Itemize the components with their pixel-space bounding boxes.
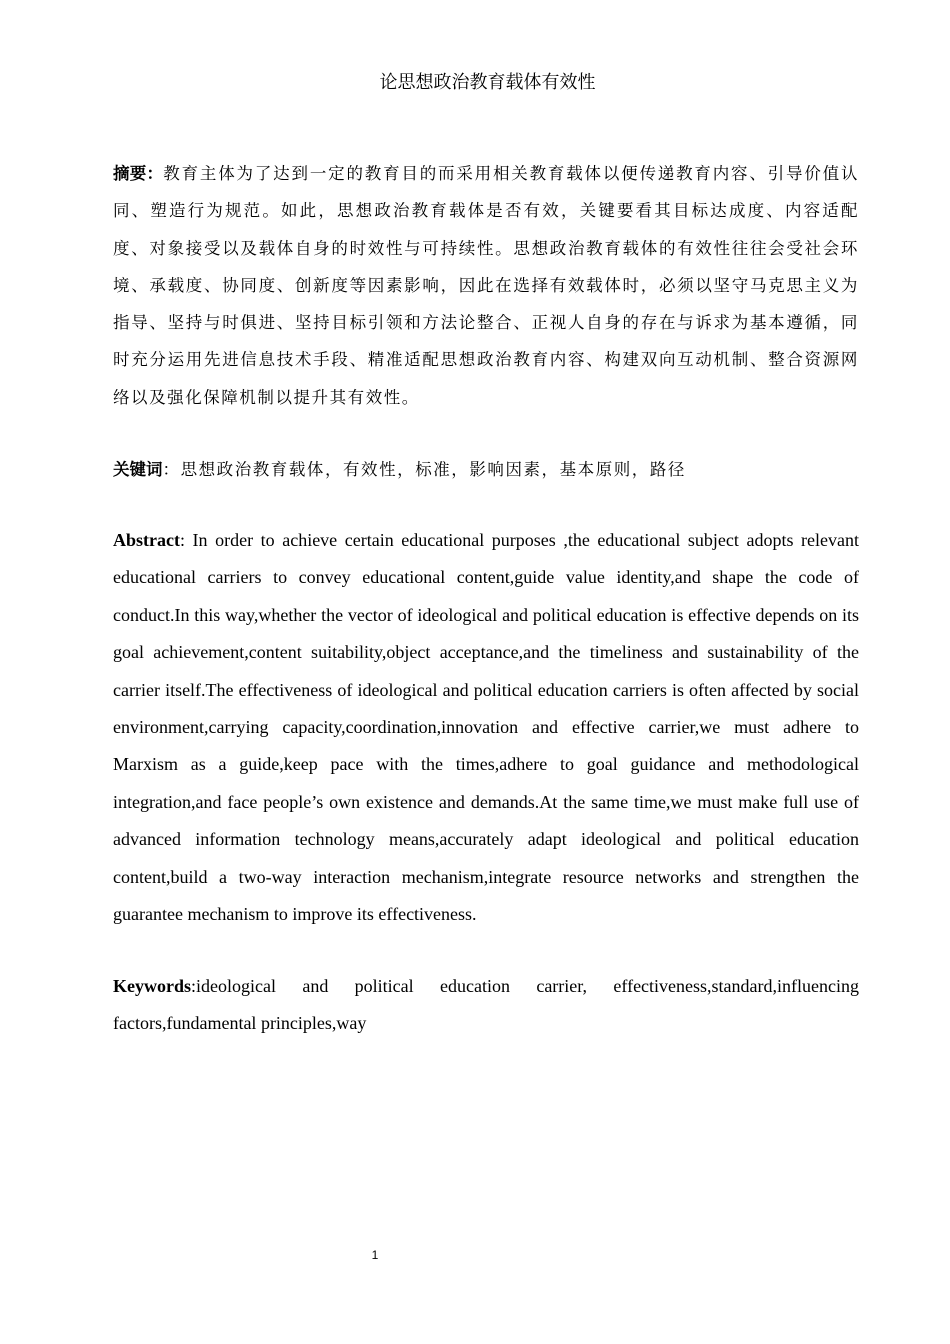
english-keywords-label: Keywords (113, 976, 191, 996)
chinese-keywords-label: 关键词 (113, 460, 163, 479)
chinese-keywords (113, 451, 859, 488)
english-keywords-text: :ideological and political education carrier, effectiveness,standard,influencing factors,fundamental principles,way (113, 976, 859, 1034)
english-abstract (113, 522, 859, 933)
chinese-keywords-text: 思想政治教育载体，有效性，标准，影响因素，基本原则，路径 (180, 460, 686, 479)
chinese-keywords-separator: ： (162, 460, 181, 479)
english-abstract-label: Abstract (113, 530, 180, 550)
english-keywords (113, 968, 859, 1043)
chinese-abstract (113, 155, 859, 416)
english-abstract-text: : In order to achieve certain educational purposes ,the educational subject adopts relevant educational carriers to convey educational content,guide value identity,and shape the code of conduct.In this way,whether the vector of ideological and political education is effective depends on its goal achievement,content suitability,object acceptance,and the timeliness and sustainability of the carrier itself.The effectiveness of ideological and political education carriers is often affected by social environment,carrying capacity,coordination,innovation and effective carrier,we must adhere to Marxism as a guide,keep pace with the times,adhere to goal guidance and methodological integration,and face people’s own existence and demands.At the same time,we must make full use of advanced information technology means,accurately adapt ideological and political education content,build a two-way interaction mechanism,integrate resource networks and strengthen the guarantee mechanism to improve its effectiveness. (113, 530, 859, 925)
chinese-abstract-text: 教育主体为了达到一定的教育目的而采用相关教育载体以便传递教育内容、引导价值认同、塑造行为规范。如此，思想政治教育载体是否有效，关键要看其目标达成度、内容适配度、对象接受以及载体自身的时效性与可持续性。思想政治教育载体的有效性往往会受社会环境、承载度、协同度、创新度等因素影响，因此在选择有效载体时，必须以坚守马克思主义为指导、坚持与时俱进、坚持目标引领和方法论整合、正视人自身的存在与诉求为基本遵循，同时充分运用先进信息技术手段、精准适配思想政治教育内容、构建双向互动机制、整合资源网络以及强化保障机制以提升其有效性。 (113, 164, 859, 407)
paper-title: 论思想政治教育载体有效性 (379, 72, 596, 93)
page-number: 1 (371, 1248, 379, 1262)
chinese-abstract-label: 摘要： (113, 164, 164, 183)
